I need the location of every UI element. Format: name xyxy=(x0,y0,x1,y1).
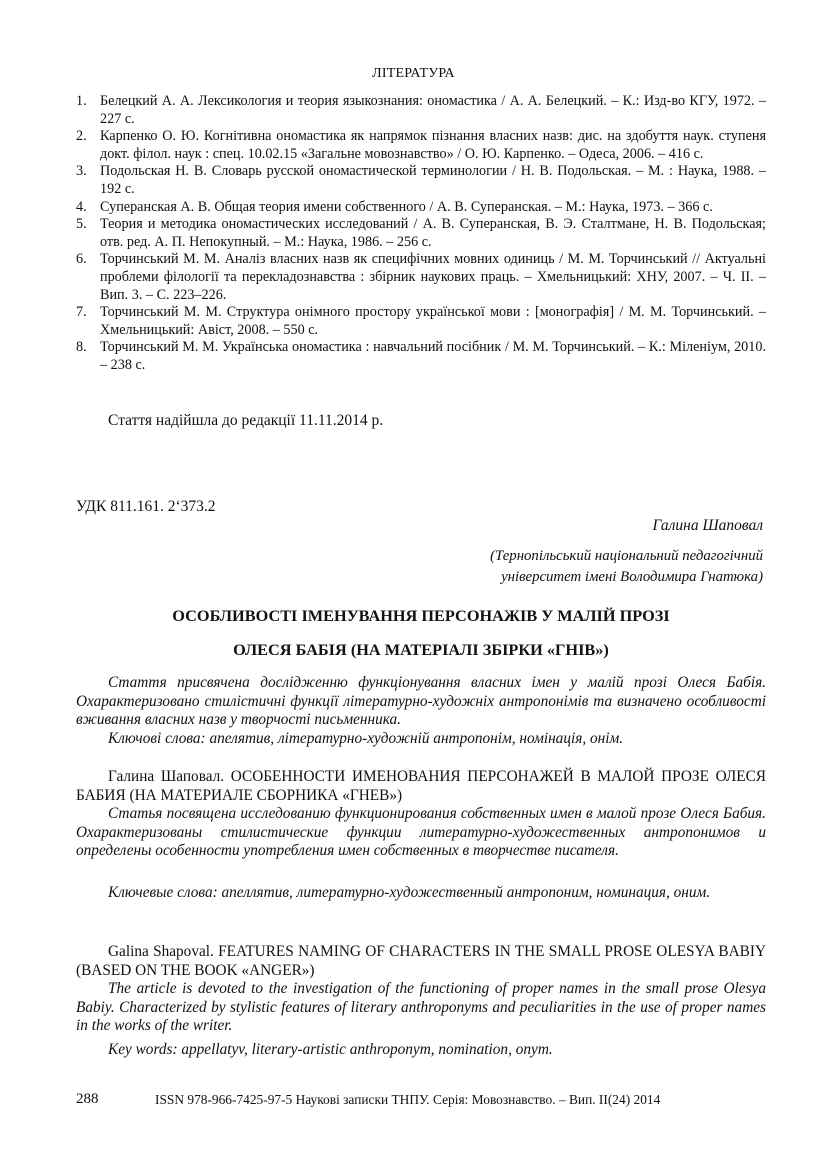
abstract-text: Стаття присвячена дослідженню функціонування власних імен у малій прозі Олеся Бабія. Охарактеризовано стилістичні функції літературно-художніх антропонімів та визначено особливості вживання власних назв у творчості письменника. xyxy=(76,674,766,729)
reference-text: Теория и методика ономастических исследований / А. В. Суперанская, В. Э. Сталтмане, Н. В. Подольская; отв. ред. А. П. Непокупный. – М.: Наука, 1986. – 256 с. xyxy=(100,216,766,250)
reference-text: Белецкий А. А. Лексикология и теория языкознания: ономастика / А. А. Белецкий. – К.: Изд-во КГУ, 1972. – 227 с. xyxy=(100,93,766,127)
reference-item xyxy=(76,216,766,251)
reference-text: Торчинський М. М. Структура онімного простору української мови : [монографія] / М. М. Торчинський. – Хмельницький: Авіст, 2008. – 550 с. xyxy=(100,304,766,338)
reference-item xyxy=(76,163,766,198)
keywords-text: Ключові слова: апелятив, літературно-художній антропонім, номінація, онім. xyxy=(108,730,624,747)
page-number: 288 xyxy=(76,1091,99,1107)
reference-number: 6. xyxy=(76,251,87,268)
abstract-text: The article is devoted to the investigation of the functioning of proper names in the small prose Olesya Babiy. Characterized by stylistic features of literary anthroponyms and peculiarities in the use of proper names in the works of the writer. xyxy=(76,980,766,1035)
keywords-text: Ключевые слова: апеллятив, литературно-художественный антропоним, номинация, оним. xyxy=(108,884,711,901)
keywords-russian xyxy=(76,884,766,903)
reference-text: Суперанская А. В. Общая теория имени собственного / А. В. Суперанская. – М.: Наука, 1973. – 366 с. xyxy=(100,198,713,215)
article-title-line: ОСОБЛИВОСТІ ІМЕНУВАННЯ ПЕРСОНАЖІВ У МАЛІЙ ПРОЗІ xyxy=(172,606,670,625)
affiliation-line: університет імені Володимира Гнатюка) xyxy=(501,569,763,585)
references-heading: ЛІТЕРАТУРА xyxy=(372,66,455,81)
reference-number: 4. xyxy=(76,198,87,215)
reference-item xyxy=(76,251,766,304)
references-list xyxy=(76,93,766,375)
article-title-line: ОЛЕСЯ БАБІЯ (НА МАТЕРІАЛІ ЗБІРКИ «ГНІВ») xyxy=(233,640,609,659)
reference-item xyxy=(76,339,766,374)
reference-item xyxy=(76,199,766,217)
abstract-text: Статья посвящена исследованию функционирования собственных имен в малой прозе Олеся Бабия. Охарактеризованы стилистические функции литературно-художественных антропонимов и определены особенности употребления имен собственных в творчестве писателя. xyxy=(76,805,766,860)
reference-number: 3. xyxy=(76,163,87,180)
abstract-russian xyxy=(76,805,766,861)
affiliation-line: (Тернопільський національний педагогічний xyxy=(490,548,763,564)
reference-number: 2. xyxy=(76,128,87,145)
keywords-text: Key words: appellatyv, literary-artistic anthroponym, nomination, onym. xyxy=(108,1041,553,1058)
abstract-russian-heading xyxy=(76,768,766,805)
reference-number: 1. xyxy=(76,93,87,109)
reference-text: Карпенко О. Ю. Когнітивна ономастика як напрямок пізнання власних назв: дис. на здобуття наук. ступеня докт. філол. наук : спец. 10.02.15 «Загальне мовознавство» / О. Ю. Карпенко. – Одеса, 2006. – 416 с. xyxy=(100,128,766,162)
received-note: Стаття надійшла до редакції 11.11.2014 р. xyxy=(108,412,384,429)
reference-item xyxy=(76,304,766,339)
reference-item xyxy=(76,128,766,163)
journal-info: ISSN 978-966-7425-97-5 Наукові записки ТНПУ. Серія: Мовознавство. – Вип. ІІ(24) 2014 xyxy=(155,1092,661,1107)
reference-item xyxy=(76,93,766,128)
abstract-ukrainian xyxy=(76,674,766,730)
udc-code: УДК 811.161. 2‘373.2 xyxy=(76,498,216,515)
keywords-ukrainian xyxy=(76,730,766,749)
reference-text: Подольская Н. В. Словарь русской ономастической терминологии / Н. В. Подольская. – М. : Наука, 1988. – 192 с. xyxy=(100,163,766,197)
reference-number: 5. xyxy=(76,216,87,233)
reference-text: Торчинський М. М. Українська ономастика : навчальний посібник / М. М. Торчинський. – К.: Міленіум, 2010. – 238 с. xyxy=(100,339,766,373)
reference-number: 7. xyxy=(76,304,87,321)
reference-text: Торчинський М. М. Аналіз власних назв як специфічних мовних одиниць / М. М. Торчинський // Актуальні проблеми філології та перекладознавства : збірник наукових праць. – Хмельницький: ХНУ, 2007. – Ч. ІІ. – Вип. 3. – С. 223–226. xyxy=(100,251,766,303)
reference-number: 8. xyxy=(76,339,87,356)
heading-text: Galina Shapoval. FEATURES NAMING OF CHARACTERS IN THE SMALL PROSE OLESYA BABIY (BASED ON THE BOOK «ANGER») xyxy=(76,943,766,979)
author-name: Галина Шаповал xyxy=(652,517,763,534)
heading-text: Галина Шаповал. ОСОБЕННОСТИ ИМЕНОВАНИЯ ПЕРСОНАЖЕЙ В МАЛОЙ ПРОЗЕ ОЛЕСЯ БАБИЯ (НА МАТЕРИАЛЕ СБОРНИКА «ГНЕВ») xyxy=(76,768,766,804)
abstract-english-heading xyxy=(76,943,766,980)
abstract-english xyxy=(76,980,766,1036)
keywords-english xyxy=(76,1041,766,1060)
author-affiliation xyxy=(490,546,763,588)
